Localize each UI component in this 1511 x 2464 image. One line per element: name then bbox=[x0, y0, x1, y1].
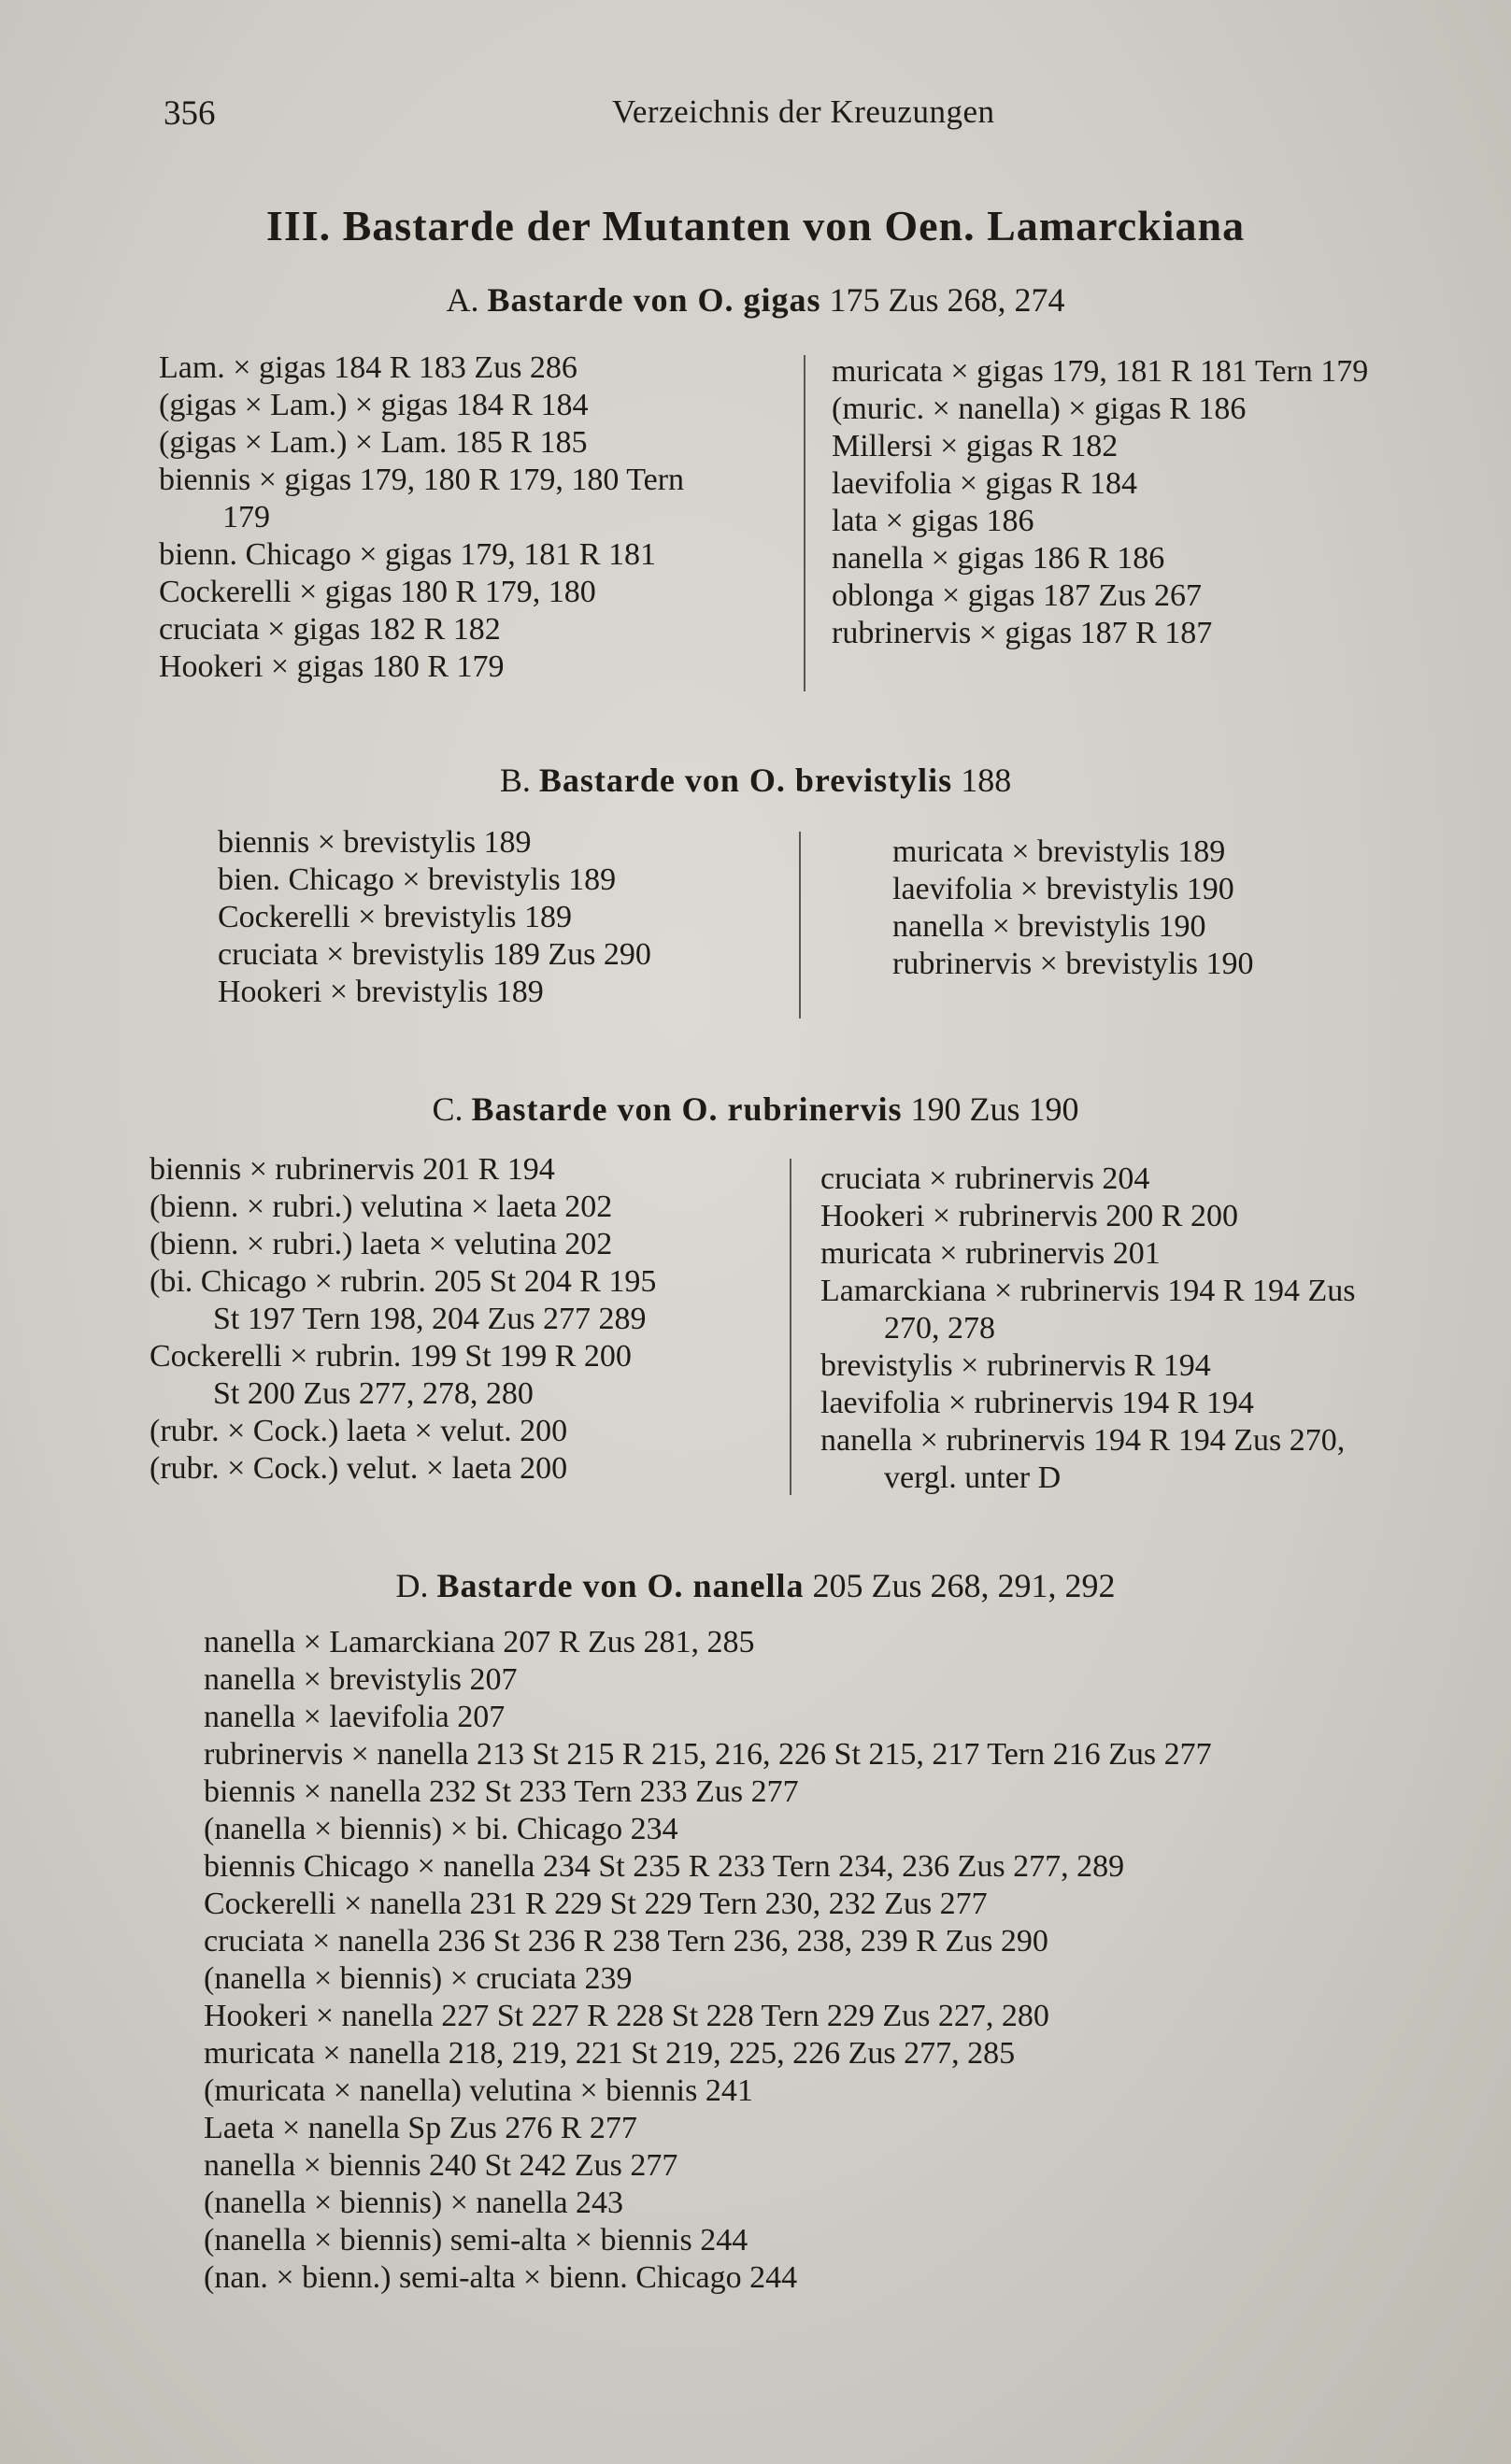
index-entry: nanella × rubrinervis 194 R 194 Zus 270, bbox=[820, 1423, 1346, 1458]
index-entry: Laeta × nanella Sp Zus 276 R 277 bbox=[204, 2111, 637, 2145]
index-entry: St 197 Tern 198, 204 Zus 277 289 bbox=[213, 1302, 647, 1336]
column-divider bbox=[804, 355, 805, 691]
section-c-left-column bbox=[150, 1151, 656, 1488]
index-entry: oblonga × gigas 187 Zus 267 bbox=[832, 578, 1202, 613]
section-c-right-column bbox=[820, 1161, 1355, 1497]
section-title: Bastarde von O. gigas bbox=[487, 281, 821, 319]
index-entry: nanella × laevifolia 207 bbox=[204, 1700, 506, 1734]
section-label: D. bbox=[395, 1567, 429, 1604]
index-entry: (rubr. × Cock.) laeta × velut. 200 bbox=[150, 1414, 568, 1448]
index-entry: (gigas × Lam.) × Lam. 185 R 185 bbox=[159, 425, 588, 460]
index-entry: biennis Chicago × nanella 234 St 235 R 233 Tern 234, 236 Zus 277, 289 bbox=[204, 1849, 1125, 1884]
column-divider bbox=[799, 832, 801, 1018]
section-b-left-column bbox=[218, 824, 651, 1011]
section-c-heading bbox=[0, 1090, 1511, 1129]
section-label: C. bbox=[432, 1090, 463, 1128]
index-entry: Cockerelli × rubrin. 199 St 199 R 200 bbox=[150, 1339, 632, 1374]
index-entry: muricata × rubrinervis 201 bbox=[820, 1236, 1161, 1271]
index-entry: biennis × gigas 179, 180 R 179, 180 Tern bbox=[159, 463, 685, 497]
page-number: 356 bbox=[164, 94, 216, 133]
section-label: A. bbox=[446, 281, 479, 319]
index-entry: (rubr. × Cock.) velut. × laeta 200 bbox=[150, 1451, 568, 1486]
section-label: B. bbox=[499, 762, 531, 799]
index-entry: Cockerelli × nanella 231 R 229 St 229 Tern 230, 232 Zus 277 bbox=[204, 1887, 988, 1921]
index-entry: muricata × gigas 179, 181 R 181 Tern 179 bbox=[832, 354, 1369, 389]
section-d-list bbox=[204, 1624, 1212, 2297]
section-refs: 188 bbox=[952, 762, 1012, 799]
index-entry: (nanella × biennis) × nanella 243 bbox=[204, 2186, 624, 2220]
index-entry: Cockerelli × gigas 180 R 179, 180 bbox=[159, 575, 596, 609]
index-entry: nanella × brevistylis 207 bbox=[204, 1662, 518, 1697]
index-entry: 270, 278 bbox=[884, 1311, 995, 1346]
section-a-left-column bbox=[159, 349, 684, 686]
index-entry: Hookeri × brevistylis 189 bbox=[218, 975, 544, 1009]
index-entry: muricata × nanella 218, 219, 221 St 219, 225, 226 Zus 277, 285 bbox=[204, 2036, 1016, 2071]
index-entry: rubrinervis × gigas 187 R 187 bbox=[832, 616, 1213, 650]
index-entry: cruciata × gigas 182 R 182 bbox=[159, 612, 501, 647]
index-entry: Hookeri × gigas 180 R 179 bbox=[159, 649, 505, 684]
index-entry: rubrinervis × brevistylis 190 bbox=[892, 947, 1254, 981]
section-title: Bastarde von O. nanella bbox=[436, 1567, 805, 1604]
index-entry: (bi. Chicago × rubrin. 205 St 204 R 195 bbox=[150, 1264, 657, 1299]
page-header bbox=[0, 93, 1511, 140]
index-entry: St 200 Zus 277, 278, 280 bbox=[213, 1376, 534, 1411]
index-entry: 179 bbox=[222, 500, 270, 534]
index-entry: (bienn. × rubri.) velutina × laeta 202 bbox=[150, 1189, 613, 1224]
section-refs: 190 Zus 190 bbox=[902, 1090, 1079, 1128]
index-entry: cruciata × rubrinervis 204 bbox=[820, 1161, 1150, 1196]
chapter-title: III. Bastarde der Mutanten von Oen. Lamarckiana bbox=[265, 202, 1246, 249]
index-entry: Hookeri × rubrinervis 200 R 200 bbox=[820, 1199, 1238, 1233]
index-entry: (nan. × bienn.) semi-alta × bienn. Chicago 244 bbox=[204, 2260, 798, 2295]
index-entry: vergl. unter D bbox=[884, 1460, 1062, 1495]
index-entry: lata × gigas 186 bbox=[832, 504, 1034, 538]
index-entry: bien. Chicago × brevistylis 189 bbox=[218, 862, 617, 897]
index-entry: laevifolia × rubrinervis 194 R 194 bbox=[820, 1386, 1254, 1420]
section-refs: 175 Zus 268, 274 bbox=[820, 281, 1065, 319]
index-entry: nanella × gigas 186 R 186 bbox=[832, 541, 1165, 576]
index-entry: (bienn. × rubri.) laeta × velutina 202 bbox=[150, 1227, 613, 1261]
index-entry: (nanella × biennis) × bi. Chicago 234 bbox=[204, 1812, 678, 1846]
section-a-right-column bbox=[832, 353, 1368, 652]
index-entry: (nanella × biennis) × cruciata 239 bbox=[204, 1961, 633, 1996]
index-entry: biennis × brevistylis 189 bbox=[218, 825, 532, 860]
section-title: Bastarde von O. rubrinervis bbox=[471, 1090, 903, 1128]
index-entry: Cockerelli × brevistylis 189 bbox=[218, 900, 572, 934]
index-entry: brevistylis × rubrinervis R 194 bbox=[820, 1348, 1211, 1383]
index-entry: cruciata × nanella 236 St 236 R 238 Tern 236, 238, 239 R Zus 290 bbox=[204, 1924, 1048, 1958]
index-entry: nanella × brevistylis 190 bbox=[892, 909, 1206, 944]
index-entry: biennis × nanella 232 St 233 Tern 233 Zus 277 bbox=[204, 1774, 799, 1809]
running-title: Verzeichnis der Kreuzungen bbox=[612, 93, 995, 130]
index-entry: (muricata × nanella) velutina × biennis 241 bbox=[204, 2073, 753, 2108]
column-divider bbox=[790, 1159, 791, 1495]
index-entry: rubrinervis × nanella 213 St 215 R 215, 216, 226 St 215, 217 Tern 216 Zus 277 bbox=[204, 1737, 1212, 1772]
index-entry: biennis × rubrinervis 201 R 194 bbox=[150, 1152, 555, 1187]
section-b-heading bbox=[0, 761, 1511, 800]
index-entry: laevifolia × brevistylis 190 bbox=[892, 872, 1234, 906]
index-entry: nanella × biennis 240 St 242 Zus 277 bbox=[204, 2148, 678, 2183]
section-a-heading bbox=[0, 280, 1511, 320]
index-entry: (gigas × Lam.) × gigas 184 R 184 bbox=[159, 388, 589, 422]
index-entry: laevifolia × gigas R 184 bbox=[832, 466, 1138, 501]
index-entry: Millersi × gigas R 182 bbox=[832, 429, 1119, 463]
section-refs: 205 Zus 268, 291, 292 bbox=[804, 1567, 1116, 1604]
section-d-heading bbox=[0, 1566, 1511, 1605]
index-entry: Lam. × gigas 184 R 183 Zus 286 bbox=[159, 350, 577, 385]
index-entry: muricata × brevistylis 189 bbox=[892, 834, 1226, 869]
section-title: Bastarde von O. brevistylis bbox=[538, 762, 953, 799]
index-entry: (muric. × nanella) × gigas R 186 bbox=[832, 392, 1247, 426]
index-entry: nanella × Lamarckiana 207 R Zus 281, 285 bbox=[204, 1625, 755, 1659]
index-entry: cruciata × brevistylis 189 Zus 290 bbox=[218, 937, 651, 972]
index-entry: Lamarckiana × rubrinervis 194 R 194 Zus bbox=[820, 1274, 1356, 1308]
section-b-right-column bbox=[892, 833, 1254, 983]
index-entry: bienn. Chicago × gigas 179, 181 R 181 bbox=[159, 537, 656, 572]
index-entry: (nanella × biennis) semi-alta × biennis 244 bbox=[204, 2223, 748, 2257]
index-entry: Hookeri × nanella 227 St 227 R 228 St 228 Tern 229 Zus 227, 280 bbox=[204, 1999, 1049, 2033]
